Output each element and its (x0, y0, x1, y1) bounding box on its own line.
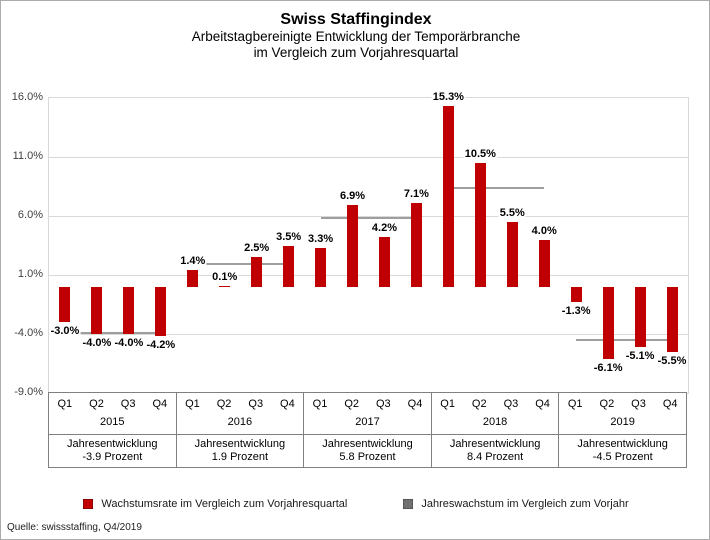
quarter-row (49, 397, 176, 414)
year-label: 2017 (355, 416, 380, 428)
annual-summary-line1: Jahresentwicklung (449, 438, 541, 450)
annual-summary-line1: Jahresentwicklung (194, 438, 286, 450)
bar (507, 222, 518, 287)
quarter-label: Q4 (152, 398, 168, 410)
quarter-label: Q3 (248, 398, 264, 410)
bar-value-label: 7.1% (403, 188, 429, 201)
year-group-top (432, 393, 559, 434)
chart-title: Swiss Staffingindex (280, 11, 432, 28)
bar-value-label: -4.2% (146, 339, 176, 352)
year-label: 2018 (482, 416, 508, 428)
bar-value-label: 3.5% (276, 230, 302, 243)
quarter-label: Q3 (503, 398, 519, 410)
ytick-label: 6.0% (17, 208, 43, 221)
legend (1, 498, 710, 510)
quarter-label: Q4 (535, 398, 550, 410)
annual-growth-line (321, 217, 417, 219)
annual-summary-line2: 5.8 Prozent (339, 451, 396, 463)
source-note: Quelle: swissstaffing, Q4/2019 (7, 522, 142, 533)
bar (635, 287, 646, 347)
year-group-top (49, 393, 176, 434)
bar (411, 203, 422, 287)
bar (219, 286, 230, 287)
quarter-label: Q3 (120, 398, 136, 410)
year-group-top (177, 393, 304, 434)
annual-growth-line (448, 187, 544, 189)
quarter-label: Q1 (185, 398, 200, 410)
gridline (49, 157, 688, 158)
bar (315, 248, 326, 287)
annual-summary-line1: Jahresentwicklung (577, 438, 668, 450)
bar-value-label: 3.3% (308, 232, 334, 245)
year-label: 2016 (227, 416, 253, 428)
quarter-label: Q4 (407, 398, 423, 410)
annual-growth-line (193, 263, 289, 265)
annual-summary-cell (49, 434, 176, 467)
bar (475, 163, 486, 287)
bar-value-label: 0.1% (212, 270, 238, 283)
bar-value-label: -4.0% (82, 337, 112, 349)
bar (379, 237, 390, 287)
bar (603, 287, 614, 359)
bar (91, 287, 102, 334)
ytick-label: 16.0% (11, 90, 43, 103)
quarter-row (432, 397, 559, 414)
annual-growth-line (576, 339, 672, 341)
quarter-row (559, 397, 686, 414)
ytick-label: -9.0% (14, 385, 43, 398)
bar-value-label: -5.1% (625, 349, 655, 362)
bar (251, 257, 262, 287)
bar (155, 287, 166, 337)
bar (283, 246, 294, 287)
quarter-label: Q2 (216, 398, 232, 410)
annual-summary-line2: 8.4 Prozent (466, 451, 524, 463)
quarter-label: Q1 (567, 398, 583, 410)
bar-value-label: 1.4% (180, 255, 206, 268)
gridline (49, 275, 688, 276)
quarter-label: Q3 (631, 398, 646, 410)
year-group-top (559, 393, 686, 434)
annual-summary-line1: Jahresentwicklung (67, 438, 158, 450)
year-label: 2019 (610, 416, 635, 428)
year-group-cell (431, 393, 559, 467)
annual-summary-cell (559, 434, 686, 467)
gridline (49, 334, 688, 335)
quarterly-growth-swatch-icon (83, 499, 93, 509)
year-label: 2015 (100, 416, 125, 428)
annual-summary-cell (177, 434, 304, 467)
bar-value-label: 2.5% (244, 242, 270, 255)
bar (667, 287, 678, 352)
bar-value-label: 4.0% (531, 224, 557, 237)
quarter-label: Q2 (89, 398, 104, 410)
year-group-top (304, 393, 431, 434)
year-group-cell (176, 393, 304, 467)
bar-value-label: -1.3% (561, 305, 591, 318)
plot-area (48, 91, 689, 394)
bar-value-label: 15.3% (432, 91, 464, 104)
quarter-label: Q2 (471, 398, 487, 410)
legend-item-annual (403, 498, 628, 510)
annual-summary-line1: Jahresentwicklung (322, 438, 413, 450)
bar (443, 106, 454, 287)
bar (59, 287, 70, 322)
bar-value-label: 5.5% (499, 206, 525, 219)
annual-summary-cell (432, 434, 559, 467)
bar-value-label: 4.2% (371, 222, 398, 235)
quarter-label: Q4 (280, 398, 295, 410)
quarter-label: Q4 (662, 398, 678, 410)
bar (123, 287, 134, 334)
legend-label-annual: Jahreswachstum im Vergleich zum Vorjahr (421, 498, 629, 510)
quarter-row (304, 397, 431, 414)
ytick-label: 1.0% (17, 267, 43, 280)
quarter-label: Q3 (375, 398, 391, 410)
annual-growth-swatch-icon (403, 499, 413, 509)
legend-label-quarterly: Wachstumsrate im Vergleich zum Vorjahresquartal (101, 498, 348, 510)
x-axis-table (48, 392, 687, 468)
bar-value-label: -3.0% (50, 325, 80, 338)
bar-value-label: -4.0% (114, 337, 144, 349)
bar-value-label: -6.1% (593, 361, 623, 374)
legend-item-quarterly (83, 498, 347, 510)
chart-subtitle-line2: im Vergleich zum Vorjahresquartal (253, 45, 459, 60)
title-block (1, 10, 710, 61)
bar-value-label: 6.9% (339, 190, 366, 203)
annual-summary-line2: 1.9 Prozent (211, 451, 269, 463)
annual-summary-line2: -4.5 Prozent (592, 451, 653, 463)
quarter-label: Q1 (57, 398, 73, 410)
quarter-label: Q2 (344, 398, 360, 410)
bar (347, 205, 358, 286)
quarter-label: Q1 (312, 398, 328, 410)
bar (571, 287, 582, 302)
bar-value-label: -5.5% (657, 354, 687, 367)
chart-subtitle-line1: Arbeitstagbereinigte Entwicklung der Temporärbranche (191, 29, 521, 44)
year-group-cell (49, 393, 176, 467)
ytick-label: -4.0% (14, 326, 43, 339)
quarter-label: Q1 (440, 398, 455, 410)
ytick-label: 11.0% (12, 149, 43, 162)
bar (187, 270, 198, 287)
annual-summary-line2: -3.9 Prozent (82, 451, 143, 463)
quarter-label: Q2 (599, 398, 615, 410)
annual-summary-cell (304, 434, 431, 467)
bar-value-label: 10.5% (464, 147, 496, 160)
bar (539, 240, 550, 287)
quarter-row (177, 397, 304, 414)
year-group-cell (303, 393, 431, 467)
year-group-cell (558, 393, 686, 467)
